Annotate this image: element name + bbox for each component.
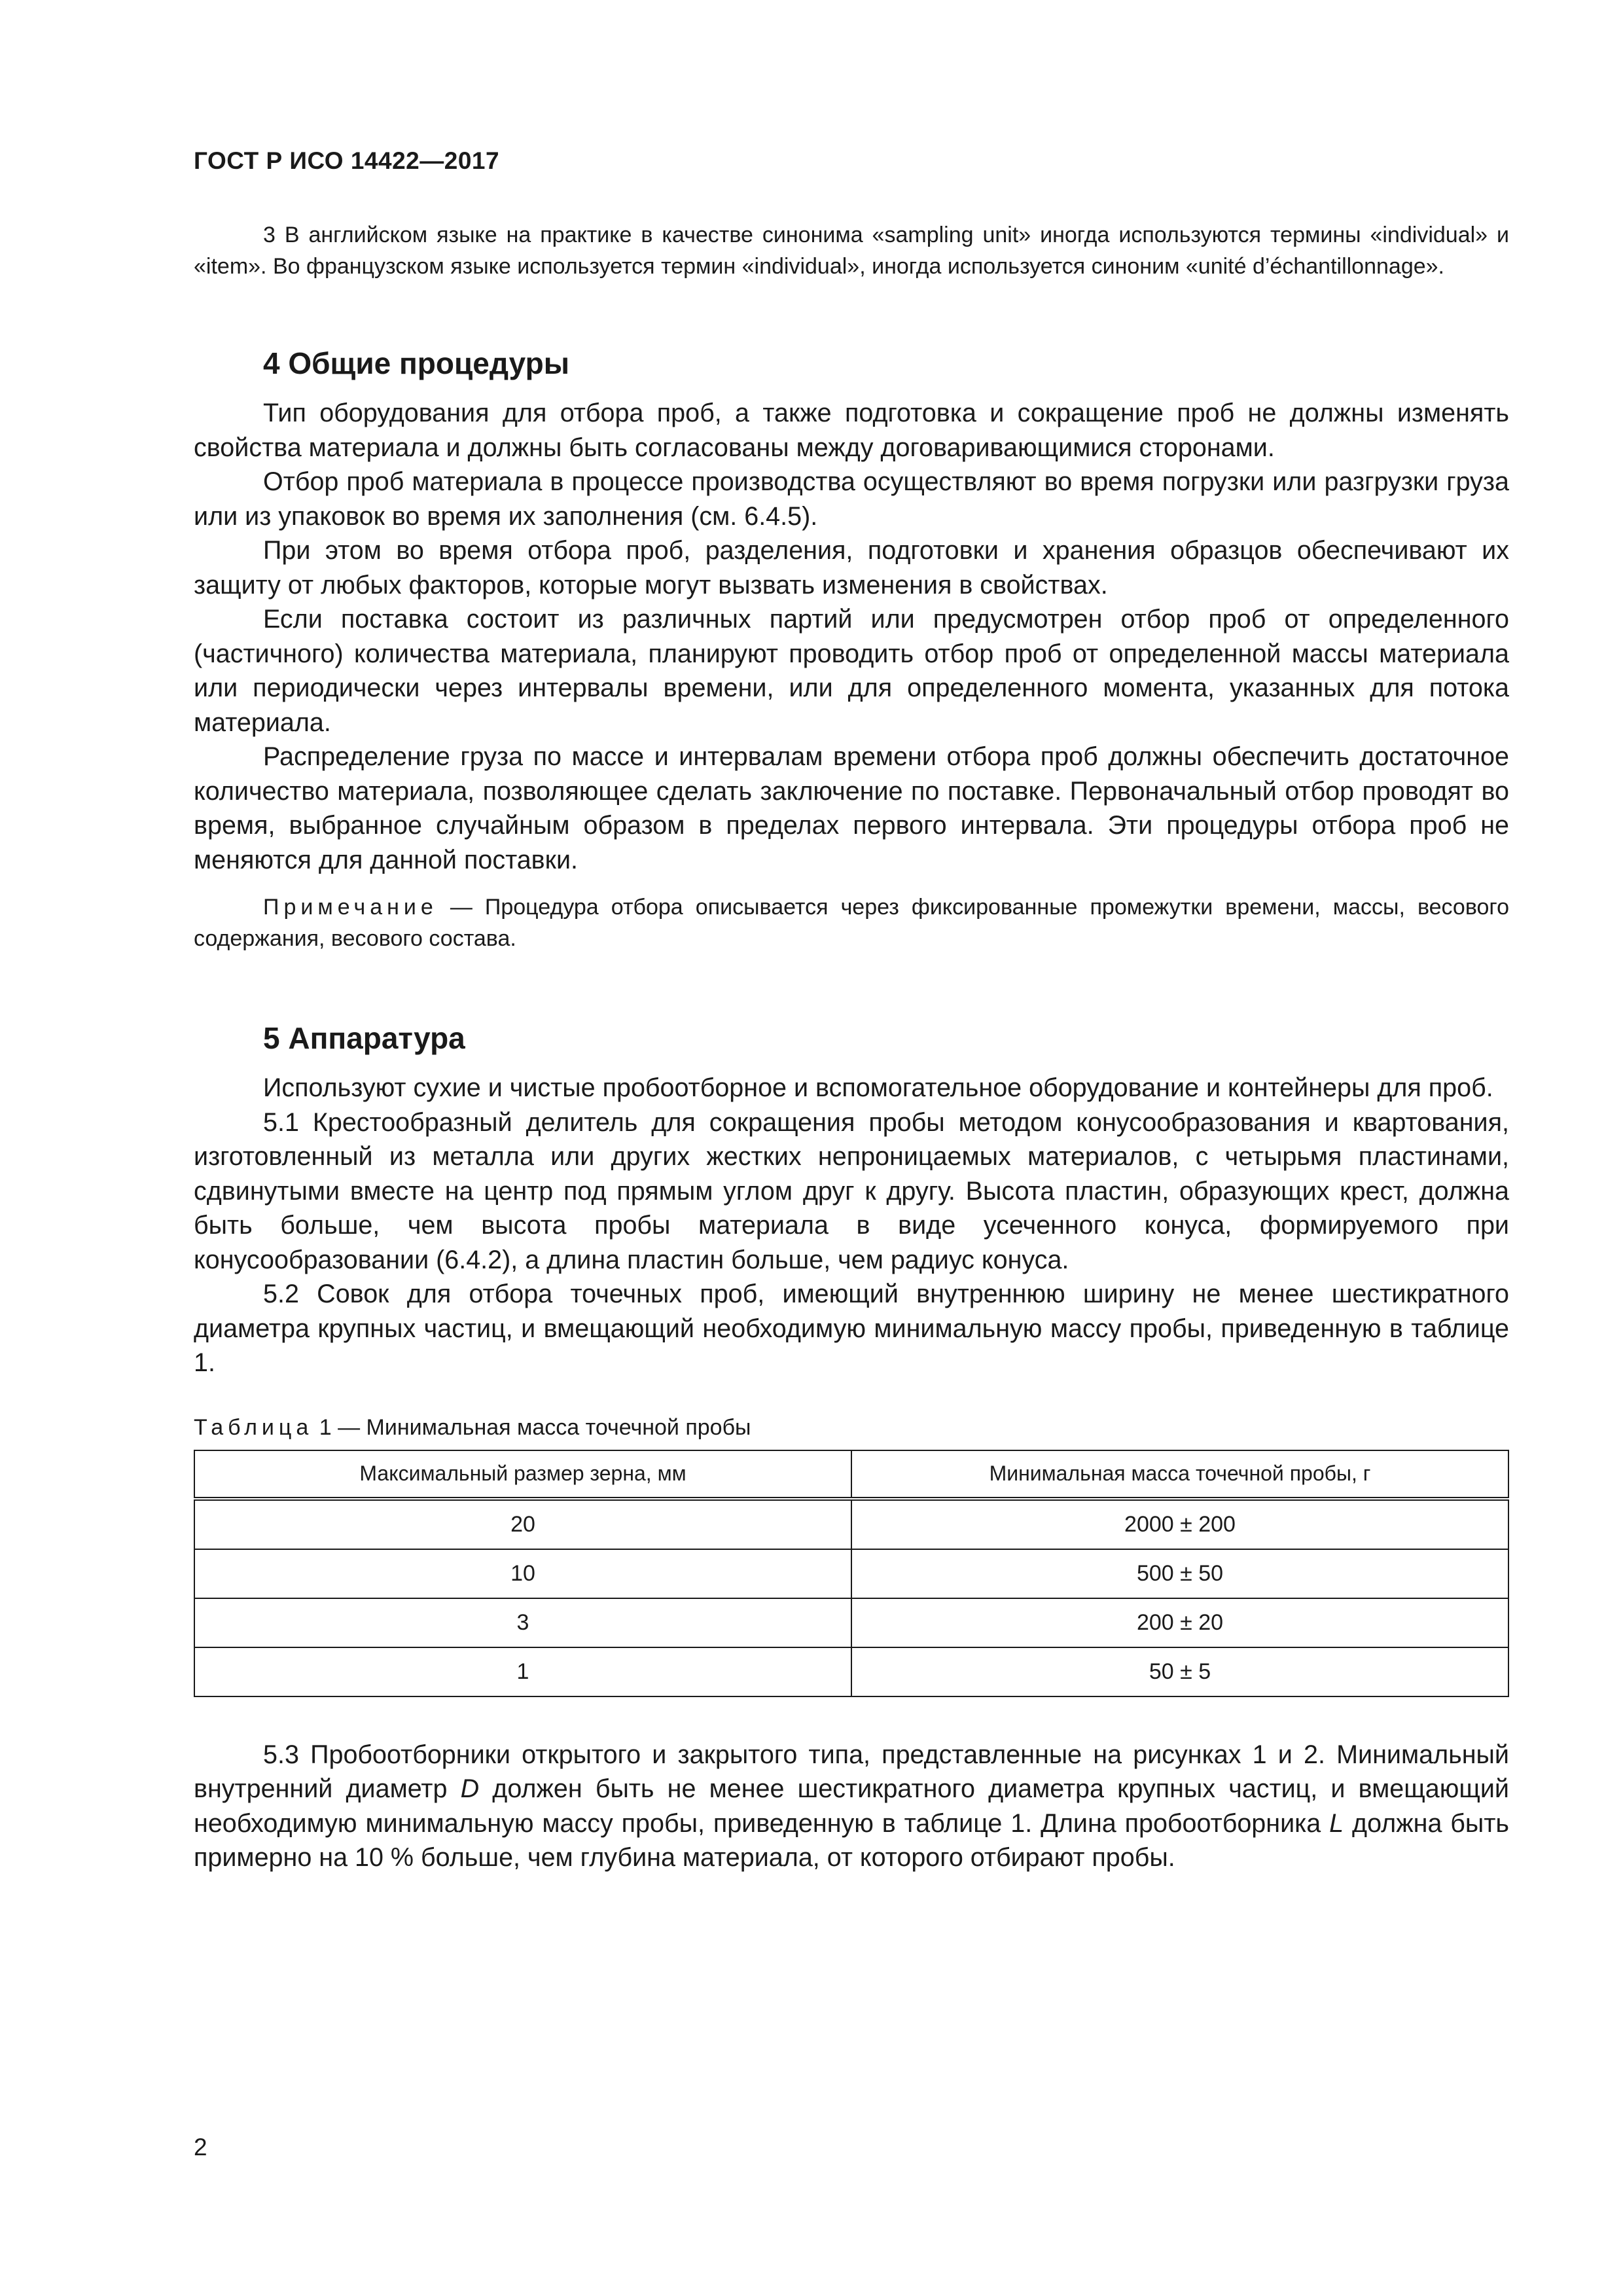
section-4-paragraph-3: При этом во время отбора проб, разделения, подготовки и хранения образцов обеспечивают их защиту от любых факторов, которые могут вызвать изменения в свойствах. [194,536,1509,600]
section-5-3-paragraph [194,1738,1509,1875]
section-5-title: 5 Аппаратура [263,1021,465,1055]
table-row [194,1647,1508,1696]
note-label: Примечание [263,895,438,920]
table-row [194,1499,1508,1549]
terminology-note: 3 В английском языке на практике в качестве синонима «sampling unit» иногда используются термины «individual» и «item». Во французском языке используется термин «individual», иногда используется синоним «unité d’échantillonnage». [194,223,1509,279]
table-header-grain-size: Максимальный размер зерна, мм [194,1450,851,1499]
grain-size-cell: 10 [194,1549,851,1598]
section-5-intro: Используют сухие и чистые пробоотборное и вспомогательное оборудование и контейнеры для проб. [263,1073,1493,1102]
table-header-min-mass: Минимальная масса точечной пробы, г [851,1450,1508,1499]
table-caption-text: 1 — Минимальная масса точечной пробы [313,1414,751,1440]
grain-size-cell: 20 [194,1499,851,1549]
table-1 [194,1450,1509,1697]
p53-part-c: должна быть примерно на 10 % больше, чем глубина материала, от которого отбирают пробы. [194,1808,1509,1872]
table-1-caption [194,1412,1509,1443]
min-mass-cell: 200 ± 20 [851,1598,1508,1647]
table-row [194,1549,1508,1598]
min-mass-cell: 2000 ± 200 [851,1499,1508,1549]
grain-size-cell: 3 [194,1598,851,1647]
table-row [194,1598,1508,1647]
p53-part-a: 5.3 Пробоотборники открытого и закрытого типа, представленные на рисунках 1 и 2. Минимальный внутренний диаметр [194,1740,1509,1803]
note-text: — Процедура отбора описывается через фиксированные промежутки времени, массы, весового содержания, весового состава. [194,895,1509,951]
section-4-note [194,891,1509,954]
p53-part-b: должен быть не менее шестикратного диаметра крупных частиц, и вмещающий необходимую минимальную массу пробы, приведенную в таблице 1. Длина пробоотборника [194,1774,1509,1838]
grain-size-cell: 1 [194,1647,851,1696]
section-4-paragraph-2: Отбор проб материала в процессе производства осуществляют во время погрузки или разгрузки груза или из упаковок во время их заполнения (см. 6.4.5). [194,467,1509,531]
section-4-paragraph-1: Тип оборудования для отбора проб, а также подготовка и сокращение проб не должны изменять свойства материала и должны быть согласованы между договаривающимися сторонами. [194,399,1509,462]
section-5-2-paragraph: 5.2 Совок для отбора точечных проб, имеющий внутреннюю ширину не менее шестикратного диаметра крупных частиц, и вмещающий необходимую минимальную массу пробы, приведенную в таблице 1. [194,1280,1509,1377]
page-number: 2 [194,2134,207,2161]
table-header-row [194,1450,1508,1499]
section-5-1-paragraph: 5.1 Крестообразный делитель для сокращения пробы методом конусообразования и квартования, изготовленный из металла или других жестких непроницаемых материалов, с четырьмя пластинами, сдвинутыми вместе на центр под прямым углом друг к другу. Высота пластин, образующих крест, должна быть больше, чем высота пробы материала в виде усеченного конуса, формируемого при конусообразовании (6.4.2), а длина пластин больше, чем радиус конуса. [194,1107,1509,1274]
document-standard-id: ГОСТ Р ИСО 14422—2017 [194,147,500,174]
section-4-paragraph-4: Если поставка состоит из различных партий или предусмотрен отбор проб от определенного (частичного) количества материала, планируют проводить отбор проб от определенной массы материала или периодически через интервалы времени, или для определенного момента, указанных для потока материала. [194,605,1509,737]
table-caption-label: Таблица [194,1414,313,1440]
section-4-title: 4 Общие процедуры [263,346,569,380]
min-mass-cell: 50 ± 5 [851,1647,1508,1696]
min-mass-cell: 500 ± 50 [851,1549,1508,1598]
page-content [194,219,1509,1875]
section-4-paragraph-5: Распределение груза по массе и интервалам времени отбора проб должны обеспечить достаточное количество материала, позволяющее сделать заключение по поставке. Первоначальный отбор проводят во время, выбранное случайным образом в пределах первого интервала. Эти процедуры отбора проб не меняются для данной поставки. [194,742,1509,874]
diameter-symbol: D [460,1774,480,1803]
length-symbol: L [1329,1808,1344,1838]
